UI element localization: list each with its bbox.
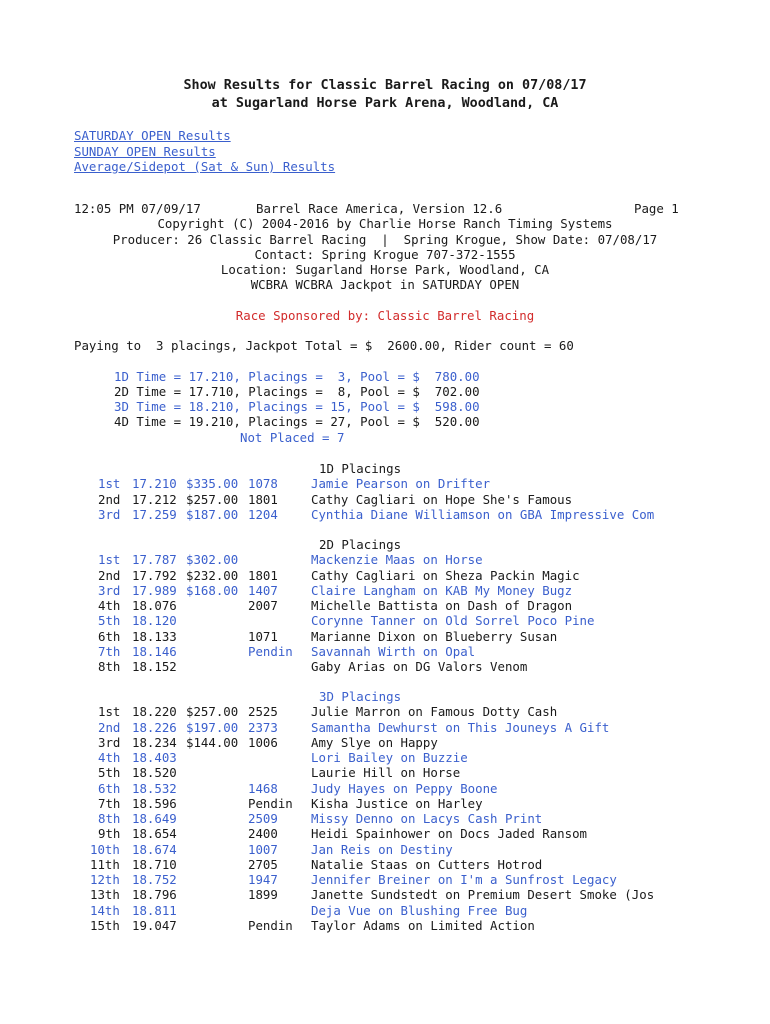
- placing-rank: 13th: [90, 887, 120, 903]
- run-time: 18.076: [132, 598, 177, 613]
- placing-row: [0, 704, 770, 719]
- report-timestamp: 12:05 PM 07/09/17: [74, 201, 201, 216]
- placing-rank: 14th: [90, 902, 120, 918]
- placing-rank: 4th: [98, 598, 121, 613]
- back-number: 1468: [248, 780, 278, 796]
- placing-rank: 3rd: [98, 506, 121, 522]
- run-time: 17.989: [132, 582, 177, 598]
- run-time: 18.234: [132, 734, 177, 750]
- payout-amount: $257.00: [186, 491, 239, 507]
- back-number: 1071: [248, 628, 278, 644]
- back-number: 1006: [248, 734, 278, 750]
- division-1d-summary: 1D Time = 17.210, Placings = 3, Pool = $ 780.00: [114, 369, 480, 384]
- rider-horse: Claire Langham on KAB My Money Bugz: [311, 582, 573, 598]
- rider-horse: Judy Hayes on Peppy Boone: [311, 780, 498, 796]
- sunday-open-results-link[interactable]: SUNDAY OPEN Results: [74, 144, 216, 159]
- payout-amount: $257.00: [186, 704, 239, 720]
- placings-heading: 1D Placings: [319, 461, 402, 476]
- run-time: 17.210: [132, 476, 177, 492]
- placing-row: [0, 552, 770, 567]
- rider-horse: Corynne Tanner on Old Sorrel Poco Pine: [311, 613, 595, 629]
- placing-row: [0, 842, 770, 857]
- rider-horse: Taylor Adams on Limited Action: [311, 917, 535, 933]
- placing-rank: 12th: [90, 872, 120, 887]
- placing-rank: 4th: [98, 750, 121, 765]
- placings-heading: 2D Placings: [319, 537, 402, 552]
- rider-horse: Amy Slye on Happy: [311, 734, 438, 750]
- rider-horse: Mackenzie Maas on Horse: [311, 552, 483, 568]
- run-time: 18.220: [132, 704, 177, 720]
- back-number: 1801: [248, 491, 278, 507]
- run-time: 17.792: [132, 567, 177, 583]
- rider-horse: Natalie Staas on Cutters Hotrod: [311, 856, 543, 872]
- back-number: Pendin: [248, 795, 293, 811]
- rider-horse: Gaby Arias on DG Valors Venom: [311, 659, 528, 674]
- rider-horse: Jennifer Breiner on I'm a Sunfrost Legacy: [311, 872, 617, 887]
- rider-horse: Michelle Battista on Dash of Dragon: [311, 598, 573, 613]
- placing-row: [0, 720, 770, 735]
- placing-rank: 2nd: [98, 567, 121, 583]
- back-number: 2400: [248, 826, 278, 842]
- rider-horse: Julie Marron on Famous Dotty Cash: [311, 704, 558, 720]
- placing-rank: 11th: [90, 856, 120, 872]
- rider-horse: Missy Denno on Lacys Cash Print: [311, 811, 543, 826]
- rider-horse: Lori Bailey on Buzzie: [311, 750, 468, 765]
- rider-horse: Jamie Pearson on Drifter: [311, 476, 491, 492]
- run-time: 18.120: [132, 613, 177, 629]
- payout-amount: $197.00: [186, 719, 239, 735]
- race-sponsor: Race Sponsored by: Classic Barrel Racing: [235, 308, 535, 323]
- run-time: 18.403: [132, 750, 177, 765]
- report-page-number: Page 1: [634, 201, 679, 216]
- average-sidepot-results-link[interactable]: Average/Sidepot (Sat & Sun) Results: [74, 159, 336, 174]
- run-time: 18.654: [132, 826, 177, 842]
- payout-amount: $232.00: [186, 567, 239, 583]
- payout-amount: $144.00: [186, 734, 239, 750]
- back-number: Pendin: [248, 643, 293, 659]
- placing-rank: 9th: [98, 826, 121, 842]
- division-4d-summary: 4D Time = 19.210, Placings = 27, Pool = $ 520.00: [114, 414, 480, 429]
- placing-row: [0, 476, 770, 491]
- back-number: Pendin: [248, 917, 293, 933]
- not-placed-count: Not Placed = 7: [240, 430, 345, 445]
- run-time: 18.811: [132, 902, 177, 918]
- placing-row: [0, 872, 770, 887]
- placing-rank: 3rd: [98, 734, 121, 750]
- back-number: 1007: [248, 841, 278, 857]
- report-software: Barrel Race America, Version 12.6: [256, 201, 503, 216]
- rider-horse: Janette Sundstedt on Premium Desert Smoke (Jos: [311, 887, 655, 903]
- placings-heading: 3D Placings: [319, 689, 402, 704]
- placing-rank: 6th: [98, 780, 121, 796]
- back-number: 2705: [248, 856, 278, 872]
- back-number: 1947: [248, 872, 278, 887]
- rider-horse: Jan Reis on Destiny: [311, 841, 453, 857]
- payout-amount: $168.00: [186, 582, 239, 598]
- back-number: 1801: [248, 567, 278, 583]
- rider-horse: Cathy Cagliari on Sheza Packin Magic: [311, 567, 580, 583]
- run-time: 17.787: [132, 552, 177, 568]
- placing-row: [0, 568, 770, 583]
- placing-rank: 1st: [98, 552, 121, 568]
- report-copyright: Copyright (C) 2004-2016 by Charlie Horse Ranch Timing Systems: [157, 216, 613, 231]
- report-producer: Producer: 26 Classic Barrel Racing | Spring Krogue, Show Date: 07/08/17: [112, 232, 658, 247]
- placing-row: [0, 629, 770, 644]
- placing-row: [0, 598, 770, 613]
- placing-row: [0, 507, 770, 522]
- placing-row: [0, 903, 770, 918]
- run-time: 18.796: [132, 887, 177, 903]
- placing-rank: 6th: [98, 628, 121, 644]
- payout-amount: $187.00: [186, 506, 239, 522]
- back-number: 1078: [248, 476, 278, 492]
- placing-rank: 5th: [98, 765, 121, 781]
- back-number: 1407: [248, 582, 278, 598]
- run-time: 18.710: [132, 856, 177, 872]
- placing-row: [0, 918, 770, 933]
- placing-row: [0, 659, 770, 674]
- rider-horse: Samantha Dewhurst on This Jouneys A Gift: [311, 719, 610, 735]
- rider-horse: Savannah Wirth on Opal: [311, 643, 476, 659]
- placing-row: [0, 644, 770, 659]
- back-number: 2509: [248, 811, 278, 826]
- rider-horse: Marianne Dixon on Blueberry Susan: [311, 628, 558, 644]
- placing-row: [0, 765, 770, 780]
- placing-row: [0, 826, 770, 841]
- run-time: 18.649: [132, 811, 177, 826]
- run-time: 18.226: [132, 719, 177, 735]
- placing-row: [0, 857, 770, 872]
- placing-row: [0, 781, 770, 796]
- run-time: 18.532: [132, 780, 177, 796]
- run-time: 19.047: [132, 917, 177, 933]
- rider-horse: Kisha Justice on Harley: [311, 795, 483, 811]
- page-title-line2: at Sugarland Horse Park Arena, Woodland, CA: [211, 96, 559, 111]
- run-time: 18.133: [132, 628, 177, 644]
- run-time: 18.152: [132, 659, 177, 674]
- payout-amount: $335.00: [186, 476, 239, 492]
- placing-row: [0, 735, 770, 750]
- rider-horse: Heidi Spainhower on Docs Jaded Ransom: [311, 826, 588, 842]
- rider-horse: Cynthia Diane Williamson on GBA Impressive Com: [311, 506, 655, 522]
- run-time: 18.596: [132, 795, 177, 811]
- placing-row: [0, 492, 770, 507]
- placing-row: [0, 887, 770, 902]
- page-title-line1: Show Results for Classic Barrel Racing on 07/08/17: [183, 78, 587, 93]
- back-number: 2007: [248, 598, 278, 613]
- rider-horse: Cathy Cagliari on Hope She's Famous: [311, 491, 573, 507]
- run-time: 18.674: [132, 841, 177, 857]
- back-number: 1204: [248, 506, 278, 522]
- placing-rank: 8th: [98, 811, 121, 826]
- placing-rank: 2nd: [98, 719, 121, 735]
- payout-summary: Paying to 3 placings, Jackpot Total = $ 2600.00, Rider count = 60: [74, 338, 574, 353]
- back-number: 2525: [248, 704, 278, 720]
- placing-rank: 10th: [90, 841, 120, 857]
- run-time: 17.259: [132, 506, 177, 522]
- report-contact: Contact: Spring Krogue 707-372-1555: [254, 247, 516, 262]
- placing-rank: 7th: [98, 643, 121, 659]
- placing-row: [0, 583, 770, 598]
- report-location: Location: Sugarland Horse Park, Woodland, CA: [220, 262, 550, 277]
- placing-rank: 2nd: [98, 491, 121, 507]
- rider-horse: Laurie Hill on Horse: [311, 765, 461, 781]
- payout-amount: $302.00: [186, 552, 239, 568]
- division-3d-summary: 3D Time = 18.210, Placings = 15, Pool = $ 598.00: [114, 399, 480, 414]
- placing-row: [0, 796, 770, 811]
- placing-rank: 7th: [98, 795, 121, 811]
- run-time: 18.752: [132, 872, 177, 887]
- placing-rank: 3rd: [98, 582, 121, 598]
- placing-row: [0, 750, 770, 765]
- placing-row: [0, 811, 770, 826]
- run-time: 17.212: [132, 491, 177, 507]
- run-time: 18.146: [132, 643, 177, 659]
- placing-rank: 1st: [98, 704, 121, 720]
- placing-rank: 8th: [98, 659, 121, 674]
- placing-rank: 1st: [98, 476, 121, 492]
- rider-horse: Deja Vue on Blushing Free Bug: [311, 902, 528, 918]
- run-time: 18.520: [132, 765, 177, 781]
- placing-rank: 15th: [90, 917, 120, 933]
- saturday-open-results-link[interactable]: SATURDAY OPEN Results: [74, 128, 231, 143]
- report-jackpot: WCBRA WCBRA Jackpot in SATURDAY OPEN: [250, 277, 520, 292]
- back-number: 2373: [248, 719, 278, 735]
- division-2d-summary: 2D Time = 17.710, Placings = 8, Pool = $ 702.00: [114, 384, 480, 399]
- placing-row: [0, 613, 770, 628]
- placing-rank: 5th: [98, 613, 121, 629]
- back-number: 1899: [248, 887, 278, 903]
